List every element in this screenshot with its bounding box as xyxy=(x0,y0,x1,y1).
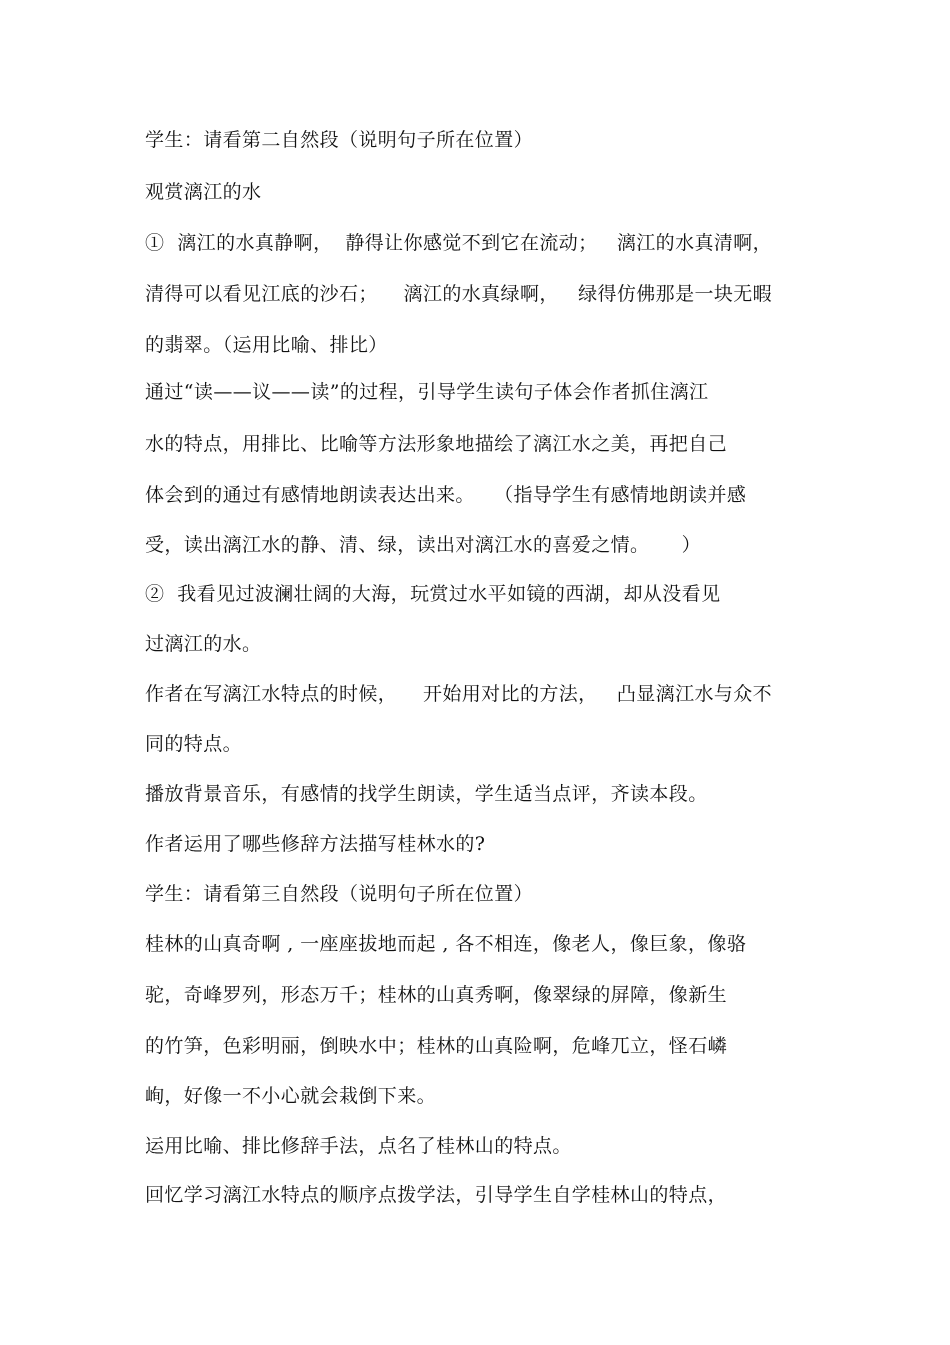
text-line: 观赏漓江的水 xyxy=(145,181,262,203)
text-line: 水的特点，用排比、比喻等方法形象地描绘了漓江水之美，再把自己 xyxy=(145,433,728,455)
text-line: 同的特点。 xyxy=(145,733,243,755)
text-line: 学生：请看第三自然段（说明句子所在位置） xyxy=(145,883,534,905)
text-line: 运用比喻、排比修辞手法，点名了桂林山的特点。 xyxy=(145,1135,572,1157)
text-line: 通过“读——议——读”的过程，引导学生读句子体会作者抓住漓江 xyxy=(145,381,709,403)
text-line: 驼，奇峰罗列，形态万千；桂林的山真秀啊，像翠绿的屏障，像新生 xyxy=(145,984,728,1006)
text-line: 清得可以看见江底的沙石； 漓江的水真绿啊， 绿得仿佛那是一块无暇 xyxy=(145,283,773,305)
text-line: 过漓江的水。 xyxy=(145,633,262,655)
text-line: 的竹笋，色彩明丽，倒映水中；桂林的山真险啊，危峰兀立，怪石嶙 xyxy=(145,1035,728,1057)
text-line: 桂林的山真奇啊 , 一座座拔地而起 , 各不相连，像老人，像巨象，像骆 xyxy=(145,933,747,955)
text-line: 的翡翠。（运用比喻、排比） xyxy=(145,334,388,356)
text-line: ② 我看见过波澜壮阔的大海，玩赏过水平如镜的西湖，却从没看见 xyxy=(145,583,721,605)
text-line: 体会到的通过有感情地朗读表达出来。 （指导学生有感情地朗读并感 xyxy=(145,484,747,506)
text-line: 学生：请看第二自然段（说明句子所在位置） xyxy=(145,129,534,151)
text-line: ① 漓江的水真静啊， 静得让你感觉不到它在流动； 漓江的水真清啊， xyxy=(145,232,773,254)
text-line: 作者在写漓江水特点的时候， 开始用对比的方法， 凸显漓江水与众不 xyxy=(145,683,773,705)
text-line: 播放背景音乐，有感情的找学生朗读，学生适当点评，齐读本段。 xyxy=(145,783,708,805)
text-line: 回忆学习漓江水特点的顺序点拨学法，引导学生自学桂林山的特点， xyxy=(145,1184,728,1206)
text-line: 作者运用了哪些修辞方法描写桂林水的? xyxy=(145,833,486,855)
text-line: 峋，好像一不小心就会栽倒下来。 xyxy=(145,1085,437,1107)
text-line: 受，读出漓江水的静、清、绿，读出对漓江水的喜爱之情。 ） xyxy=(145,534,701,556)
